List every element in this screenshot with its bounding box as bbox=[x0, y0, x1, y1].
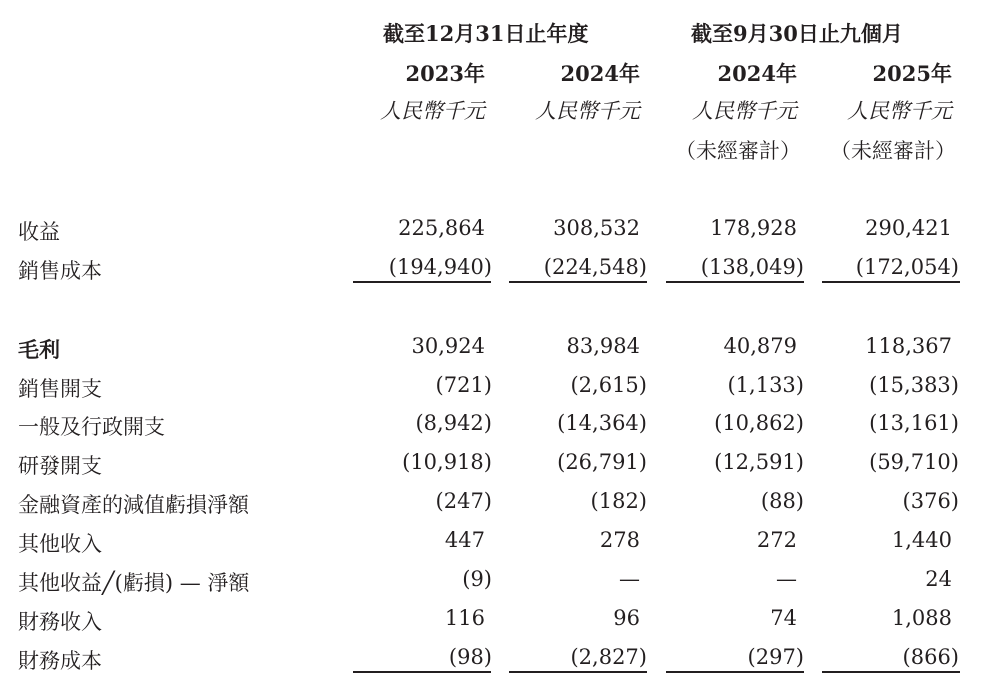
cell-impairment-losses-col1: (247) bbox=[435, 489, 492, 513]
year-header-col2: 2024年 bbox=[560, 61, 640, 86]
unit-header-col4: 人民幣千元 bbox=[847, 99, 952, 123]
cell-rd-expenses-col3: (12,591) bbox=[714, 450, 804, 474]
cell-admin-expenses-col3: (10,862) bbox=[714, 411, 804, 435]
cell-gross-profit-col1: 30,924 bbox=[411, 334, 485, 358]
cell-selling-expenses-col4: (15,383) bbox=[869, 373, 959, 397]
cell-other-gains-losses-col2: — bbox=[619, 567, 640, 591]
cell-admin-expenses-col2: (14,364) bbox=[557, 411, 647, 435]
cell-other-income-col1: 447 bbox=[444, 528, 485, 552]
cell-revenue-col1: 225,864 bbox=[398, 216, 485, 240]
subtotal-rule-col4 bbox=[822, 281, 960, 283]
cell-cost-of-sales-col2: (224,548) bbox=[543, 255, 647, 279]
group-header-fiscal-year: 截至12月31日止年度 bbox=[383, 21, 589, 46]
cell-gross-profit-col3: 40,879 bbox=[723, 334, 797, 358]
cell-finance-income-col4: 1,088 bbox=[891, 606, 952, 630]
row-label-other-gains-losses: 其他收益╱(虧損) — 淨額 bbox=[18, 571, 250, 595]
unaudited-note-col4: （未經審計） bbox=[830, 139, 956, 163]
cell-impairment-losses-col2: (182) bbox=[590, 489, 647, 513]
row-label-finance-income: 財務收入 bbox=[18, 610, 102, 634]
cell-finance-costs-col1: (98) bbox=[448, 645, 492, 669]
cell-admin-expenses-col4: (13,161) bbox=[869, 411, 959, 435]
cell-selling-expenses-col3: (1,133) bbox=[727, 373, 804, 397]
year-header-col3: 2024年 bbox=[717, 61, 797, 86]
bottom-rule-col3 bbox=[666, 671, 804, 673]
group-header-nine-months: 截至9月30日止九個月 bbox=[691, 21, 903, 46]
subtotal-rule-col2 bbox=[509, 281, 647, 283]
unit-header-col2: 人民幣千元 bbox=[535, 99, 640, 123]
cell-finance-income-col2: 96 bbox=[613, 606, 640, 630]
cell-finance-income-col3: 74 bbox=[770, 606, 797, 630]
cell-selling-expenses-col1: (721) bbox=[435, 373, 492, 397]
cell-other-gains-losses-col3: — bbox=[776, 567, 797, 591]
cell-admin-expenses-col1: (8,942) bbox=[415, 411, 492, 435]
cell-rd-expenses-col4: (59,710) bbox=[869, 450, 959, 474]
cell-gross-profit-col4: 118,367 bbox=[865, 334, 952, 358]
bottom-rule-col2 bbox=[509, 671, 647, 673]
cell-gross-profit-col2: 83,984 bbox=[566, 334, 640, 358]
row-label-rd-expenses: 研發開支 bbox=[18, 454, 102, 478]
cell-revenue-col2: 308,532 bbox=[553, 216, 640, 240]
row-label-impairment-losses: 金融資產的減值虧損淨額 bbox=[18, 493, 249, 517]
row-label-gross-profit: 毛利 bbox=[18, 337, 60, 362]
cell-selling-expenses-col2: (2,615) bbox=[570, 373, 647, 397]
bottom-rule-col1 bbox=[353, 671, 491, 673]
row-label-finance-costs: 財務成本 bbox=[18, 649, 102, 673]
subtotal-rule-col1 bbox=[353, 281, 491, 283]
cell-impairment-losses-col4: (376) bbox=[902, 489, 959, 513]
cell-rd-expenses-col1: (10,918) bbox=[402, 450, 492, 474]
row-label-admin-expenses: 一般及行政開支 bbox=[18, 415, 165, 439]
cell-cost-of-sales-col4: (172,054) bbox=[855, 255, 959, 279]
cell-finance-income-col1: 116 bbox=[444, 606, 485, 630]
row-label-other-income: 其他收入 bbox=[18, 532, 102, 556]
bottom-rule-col4 bbox=[822, 671, 960, 673]
year-header-col1: 2023年 bbox=[405, 61, 485, 86]
cell-other-income-col3: 272 bbox=[756, 528, 797, 552]
cell-other-gains-losses-col1: (9) bbox=[462, 567, 492, 591]
cell-cost-of-sales-col1: (194,940) bbox=[388, 255, 492, 279]
cell-finance-costs-col4: (866) bbox=[902, 645, 959, 669]
unit-header-col1: 人民幣千元 bbox=[380, 99, 485, 123]
cell-revenue-col4: 290,421 bbox=[865, 216, 952, 240]
cell-finance-costs-col2: (2,827) bbox=[570, 645, 647, 669]
unit-header-col3: 人民幣千元 bbox=[692, 99, 797, 123]
cell-impairment-losses-col3: (88) bbox=[760, 489, 804, 513]
cell-other-income-col2: 278 bbox=[599, 528, 640, 552]
unaudited-note-col3: （未經審計） bbox=[675, 139, 801, 163]
year-header-col4: 2025年 bbox=[872, 61, 952, 86]
cell-finance-costs-col3: (297) bbox=[747, 645, 804, 669]
row-label-cost-of-sales: 銷售成本 bbox=[18, 259, 102, 283]
cell-other-income-col4: 1,440 bbox=[891, 528, 952, 552]
cell-cost-of-sales-col3: (138,049) bbox=[700, 255, 804, 279]
subtotal-rule-col3 bbox=[666, 281, 804, 283]
row-label-selling-expenses: 銷售開支 bbox=[18, 377, 102, 401]
cell-other-gains-losses-col4: 24 bbox=[925, 567, 952, 591]
row-label-revenue: 收益 bbox=[18, 220, 60, 244]
cell-revenue-col3: 178,928 bbox=[710, 216, 797, 240]
cell-rd-expenses-col2: (26,791) bbox=[557, 450, 647, 474]
